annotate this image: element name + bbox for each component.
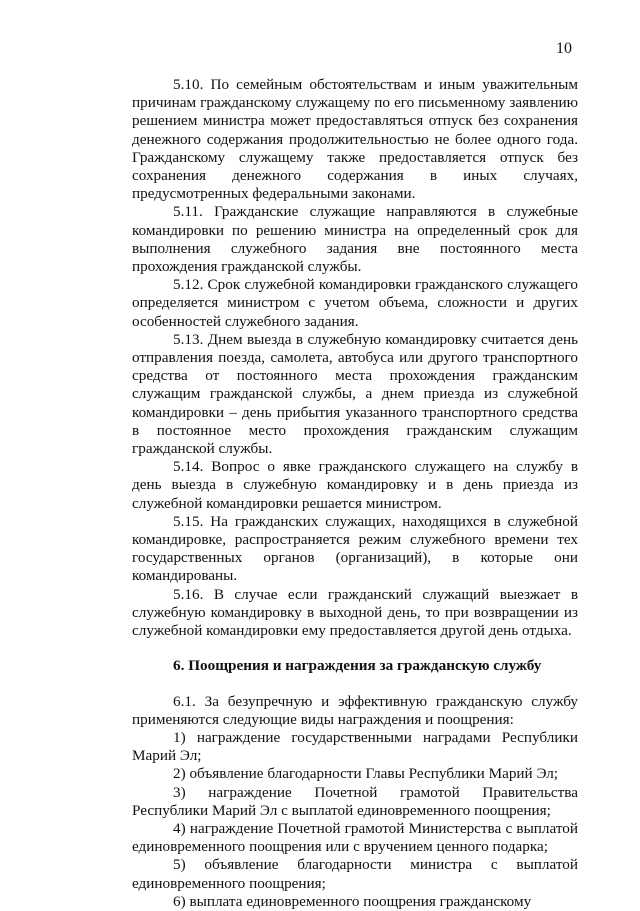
paragraph-5-15: 5.15. На гражданских служащих, находящихся в служебной командировке, распространяется режим служебного времени тех государственных органов (организаций), в которые они командированы. bbox=[132, 512, 578, 585]
paragraph-5-11: 5.11. Гражданские служащие направляются в служебные командировки по решению министра на определенный срок для выполнения служебного задания вне постоянного места прохождения гражданской службы. bbox=[132, 203, 578, 276]
section-6-heading: 6. Поощрения и награждения за гражданскую службу bbox=[173, 657, 542, 675]
list-item-5: 5) объявление благодарности министра с выплатой единовременного поощрения; bbox=[132, 856, 578, 892]
paragraph-5-12: 5.12. Срок служебной командировки гражданского служащего определяется министром с учетом объема, сложности и других особенностей служебного задания. bbox=[132, 276, 578, 330]
list-item-6: 6) выплата единовременного поощрения гражданскому bbox=[173, 892, 532, 910]
paragraph-5-10: 5.10. По семейным обстоятельствам и иным уважительным причинам гражданскому служащему по его письменному заявлению решением министра может предоставляться отпуск без сохранения денежного содержания продолжительностью не более одного года. Гражданскому служащему также предоставляется отпуск без сохранения денежного содержания в иных случаях, предусмотренных федеральными законами. bbox=[132, 76, 578, 203]
list-item-4: 4) награждение Почетной грамотой Министерства с выплатой единовременного поощрения или с вручением ценного подарка; bbox=[132, 819, 578, 856]
paragraph-5-14: 5.14. Вопрос о явке гражданского служащего на службу в день выезда в служебную командировку и в день приезда из служебной командировки решается министром. bbox=[132, 458, 578, 512]
paragraph-6-1: 6.1. За безупречную и эффективную гражданскую службу применяются следующие виды награждения и поощрения: bbox=[132, 692, 578, 728]
paragraph-5-16: 5.16. В случае если гражданский служащий выезжает в служебную командировку в выходной день, то при возвращении из служебной командировки ему предоставляется другой день отдыха. bbox=[132, 585, 578, 640]
list-item-3: 3) награждение Почетной грамотой Правительства Республики Марий Эл с выплатой единовременного поощрения; bbox=[132, 783, 578, 819]
page-content bbox=[132, 76, 578, 911]
paragraph-5-13: 5.13. Днем выезда в служебную командировку считается день отправления поезда, самолета, автобуса или другого транспортного средства от постоянного места прохождения гражданским служащим гражданской службы, а днем приезда из служебной командировки – день прибытия указанного транспортного средства в постоянное место прохождения гражданским служащим гражданской службы. bbox=[132, 330, 578, 458]
list-item-1: 1) награждение государственными наградами Республики Марий Эл; bbox=[132, 728, 578, 765]
page-number: 10 bbox=[556, 40, 572, 57]
list-item-2: 2) объявление благодарности Главы Республики Марий Эл; bbox=[173, 765, 559, 783]
